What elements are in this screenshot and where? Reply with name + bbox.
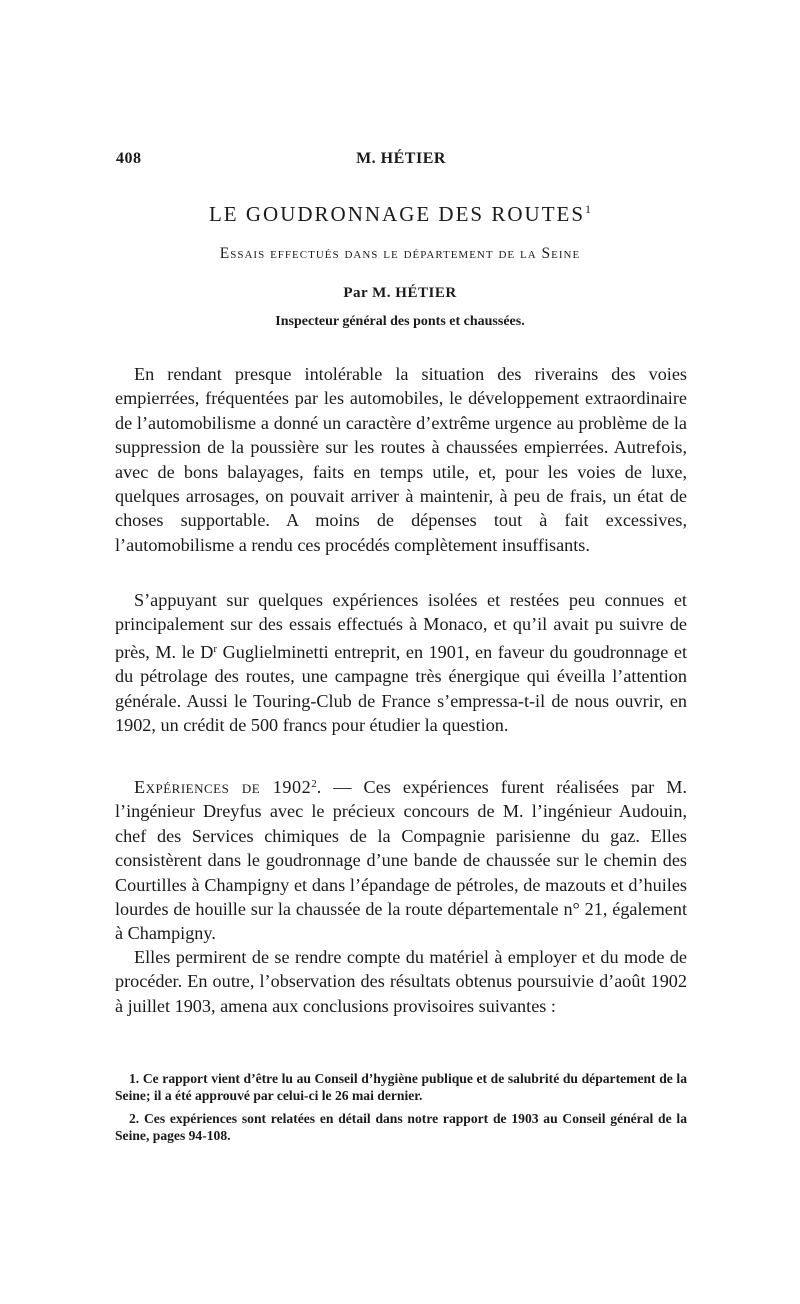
author-affiliation: Inspecteur général des ponts et chaussées. — [275, 314, 525, 329]
running-head — [116, 150, 686, 174]
body-paragraph-2 — [115, 588, 687, 737]
paragraph-text-part: Guglielminetti entreprit, en 1901, en faveur du goudronnage et du pétrolage des routes, une campagne très énergique qui éveilla l’attention générale. Aussi le Touring-Club de France s’empressa-t-il de nous ouvrir, en 1902, un crédit de 500 francs pour étudier la question. — [115, 641, 687, 736]
byline: Par M. HÉTIER — [343, 285, 457, 301]
footnote-text: Ces expériences sont relatées en détail dans notre rapport de 1903 au Conseil général de la Seine, pages 94-108. — [115, 1111, 687, 1143]
article-title — [100, 202, 700, 227]
body-paragraph-3 — [115, 772, 687, 946]
page-number: 408 — [116, 150, 142, 167]
footnote-1 — [115, 1070, 687, 1104]
article-subtitle: Essais effectués dans le département de la Seine — [219, 245, 581, 262]
footnote-text: Ce rapport vient d’être lu au Conseil d’hygiène publique et de salubrité du département de la Seine; il a été approuvé par celui-ci le 26 mai dernier. — [115, 1071, 687, 1103]
paragraph-text — [115, 588, 687, 737]
body-paragraph-1 — [115, 362, 687, 557]
superscript: r — [213, 642, 218, 655]
paragraph-text-part: S’appuyant sur quelques expériences isolées et restées peu connues et principalement sur des essais effectués à Monaco, et qu’il avait pu suivre de près, M. le D — [115, 590, 687, 662]
footnote-marker: 1. — [129, 1071, 140, 1086]
article-title-text: LE GOUDRONNAGE DES ROUTES — [208, 202, 586, 226]
paragraph-text: Elles permirent de se rendre compte du matériel à employer et du mode de procéder. En outre, l’observation des résultats obtenus poursuivie d’août 1902 à juillet 1903, amena aux conclusions provisoires suivantes : — [115, 947, 687, 1016]
footnote-2 — [115, 1110, 687, 1144]
paragraph-text — [115, 772, 687, 946]
title-footnote-marker: 1 — [585, 202, 592, 216]
footnote-marker: 2. — [129, 1111, 140, 1126]
footnote-marker: 2 — [311, 778, 317, 790]
section-run-in-heading: Expériences de 1902 — [134, 777, 312, 797]
body-paragraph-4 — [115, 945, 687, 1018]
running-head-author: M. HÉTIER — [356, 150, 446, 167]
paragraph-text: En rendant presque intolérable la situation des riverains des voies empierrées, fréquentées par les automobiles, le développement extraordinaire de l’automobilisme a donné un caractère d’extrême urgence au problème de la suppression de la poussière sur les routes à chaussées empierrées. Autrefois, avec de bons balayages, faits en temps utile, et, pour les voies de luxe, quelques arrosages, on pouvait arriver à maintenir, à peu de frais, un état de choses supportable. A moins de dépenses tout à fait excessives, l’automobilisme a rendu ces procédés complètement insuffisants. — [115, 364, 687, 555]
paragraph-text-part: . — Ces expériences furent réalisées par M. l’ingénieur Dreyfus avec le précieux concours de M. l’ingénieur Audouin, chef des Services chimiques de la Compagnie parisienne du gaz. Elles consistèrent dans le goudronnage d’une bande de chaussée sur le chemin des Courtilles à Champigny et dans l’épandage de pétroles, de mazouts et d’huiles lourdes de houille sur la chaussée de la route départementale n° 21, également à Champigny. — [115, 777, 687, 944]
footnotes — [115, 1070, 687, 1150]
